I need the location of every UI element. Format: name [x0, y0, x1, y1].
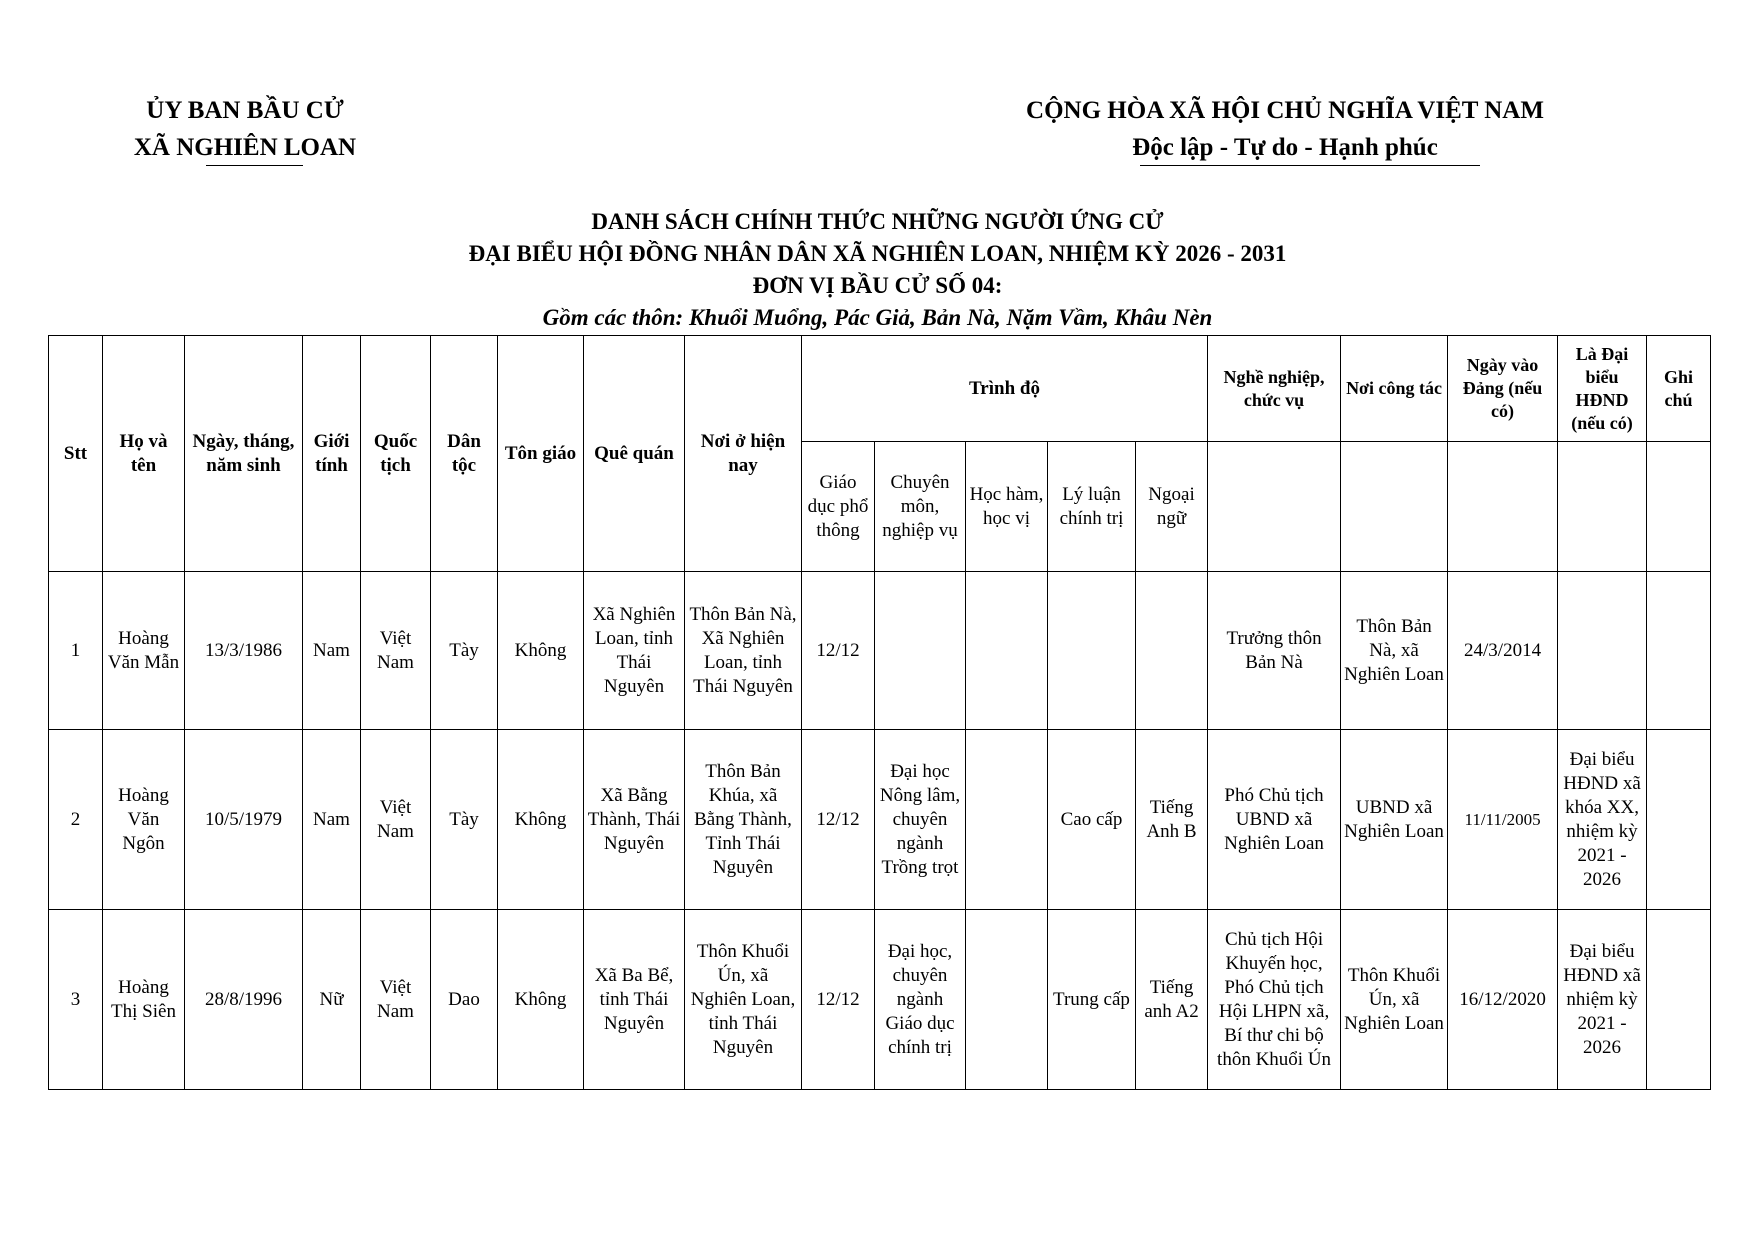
cell-specialty: Đại học Nông lâm, chuyên ngành Trồng trọt: [875, 730, 966, 910]
cell-religion: Không: [498, 910, 584, 1090]
authority-underline: [206, 165, 303, 166]
cell-hometown: Xã Bằng Thành, Thái Nguyên: [584, 730, 685, 910]
cell-ethnicity: Dao: [431, 910, 498, 1090]
cell-religion: Không: [498, 572, 584, 730]
cell-nationality: Việt Nam: [361, 572, 431, 730]
cell-delegate: Đại biểu HĐND xã nhiệm kỳ 2021 - 2026: [1558, 910, 1647, 1090]
header-row-1: [49, 336, 1711, 442]
cell-occupation: Phó Chủ tịch UBND xã Nghiên Loan: [1208, 730, 1341, 910]
col-specialty: Chuyên môn, nghiệp vụ: [875, 442, 966, 572]
cell-academic: [966, 730, 1048, 910]
table-row: [49, 730, 1711, 910]
cell-party-date: 11/11/2005: [1448, 730, 1558, 910]
cell-note: [1647, 730, 1711, 910]
cell-dob: 10/5/1979: [185, 730, 303, 910]
authority-line-1: ỦY BAN BẦU CỬ: [146, 97, 344, 124]
motto-underline: [1140, 165, 1480, 166]
col-foreign-language: Ngoại ngữ: [1136, 442, 1208, 572]
motto: Độc lập - Tự do - Hạnh phúc: [1132, 134, 1438, 161]
col-academic: Học hàm, học vị: [966, 442, 1048, 572]
col-education-group: Trình độ: [802, 336, 1208, 442]
cell-name: Hoàng Thị Siên: [103, 910, 185, 1090]
blank-cell: [1341, 442, 1448, 572]
cell-note: [1647, 572, 1711, 730]
authority-line-2: XÃ NGHIÊN LOAN: [133, 134, 357, 161]
cell-residence: Thôn Bản Khúa, xã Bằng Thành, Tỉnh Thái Nguyên: [685, 730, 802, 910]
col-dob: Ngày, tháng, năm sinh: [185, 336, 303, 572]
cell-general-education: 12/12: [802, 572, 875, 730]
cell-nationality: Việt Nam: [361, 730, 431, 910]
cell-stt: 1: [49, 572, 103, 730]
cell-specialty: Đại học, chuyên ngành Giáo dục chính trị: [875, 910, 966, 1090]
blank-cell: [1558, 442, 1647, 572]
col-occupation: Nghề nghiệp, chức vụ: [1208, 336, 1341, 442]
col-ethnicity: Dân tộc: [431, 336, 498, 572]
cell-academic: [966, 910, 1048, 1090]
cell-general-education: 12/12: [802, 910, 875, 1090]
cell-stt: 2: [49, 730, 103, 910]
title-line-2: ĐẠI BIỂU HỘI ĐỒNG NHÂN DÂN XÃ NGHIÊN LOAN, NHIỆM KỲ 2026 - 2031: [468, 241, 1287, 266]
cell-name: Hoàng Văn Mẫn: [103, 572, 185, 730]
cell-specialty: [875, 572, 966, 730]
cell-hometown: Xã Nghiên Loan, tỉnh Thái Nguyên: [584, 572, 685, 730]
cell-hometown: Xã Ba Bể, tỉnh Thái Nguyên: [584, 910, 685, 1090]
col-residence: Nơi ở hiện nay: [685, 336, 802, 572]
table-row: [49, 910, 1711, 1090]
col-political: Lý luận chính trị: [1048, 442, 1136, 572]
cell-occupation: Chủ tịch Hội Khuyến học, Phó Chủ tịch Hội LHPN xã, Bí thư chi bộ thôn Khuổi Ún: [1208, 910, 1341, 1090]
cell-general-education: 12/12: [802, 730, 875, 910]
cell-delegate: [1558, 572, 1647, 730]
cell-delegate: Đại biểu HĐND xã khóa XX, nhiệm kỳ 2021 - 2026: [1558, 730, 1647, 910]
candidate-table: [48, 335, 1711, 1090]
cell-residence: Thôn Khuổi Ún, xã Nghiên Loan, tỉnh Thái Nguyên: [685, 910, 802, 1090]
cell-dob: 28/8/1996: [185, 910, 303, 1090]
col-note: Ghi chú: [1647, 336, 1711, 442]
title-line-1: DANH SÁCH CHÍNH THỨC NHỮNG NGƯỜI ỨNG CỬ: [591, 209, 1164, 234]
cell-workplace: UBND xã Nghiên Loan: [1341, 730, 1448, 910]
cell-note: [1647, 910, 1711, 1090]
cell-name: Hoàng Văn Ngôn: [103, 730, 185, 910]
issuing-authority: [100, 92, 390, 166]
national-motto: [990, 92, 1580, 166]
cell-foreign-language: [1136, 572, 1208, 730]
col-nationality: Quốc tịch: [361, 336, 431, 572]
blank-cell: [1208, 442, 1341, 572]
cell-party-date: 16/12/2020: [1448, 910, 1558, 1090]
cell-political: Trung cấp: [1048, 910, 1136, 1090]
cell-gender: Nam: [303, 730, 361, 910]
cell-occupation: Trưởng thôn Bản Nà: [1208, 572, 1341, 730]
cell-foreign-language: Tiếng Anh B: [1136, 730, 1208, 910]
country-name: CỘNG HÒA XÃ HỘI CHỦ NGHĨA VIỆT NAM: [1026, 97, 1544, 124]
table-row: [49, 572, 1711, 730]
cell-workplace: Thôn Khuổi Ún, xã Nghiên Loan: [1341, 910, 1448, 1090]
col-delegate: Là Đại biểu HĐND (nếu có): [1558, 336, 1647, 442]
col-party-date: Ngày vào Đảng (nếu có): [1448, 336, 1558, 442]
cell-political: Cao cấp: [1048, 730, 1136, 910]
cell-nationality: Việt Nam: [361, 910, 431, 1090]
col-hometown: Quê quán: [584, 336, 685, 572]
cell-residence: Thôn Bản Nà, Xã Nghiên Loan, tỉnh Thái Nguyên: [685, 572, 802, 730]
cell-party-date: 24/3/2014: [1448, 572, 1558, 730]
cell-gender: Nam: [303, 572, 361, 730]
document-subtitle: Gồm các thôn: Khuổi Muổng, Pác Giả, Bản Nà, Nặm Vầm, Khâu Nèn: [542, 305, 1213, 330]
col-gender: Giới tính: [303, 336, 361, 572]
cell-gender: Nữ: [303, 910, 361, 1090]
cell-foreign-language: Tiếng anh A2: [1136, 910, 1208, 1090]
cell-ethnicity: Tày: [431, 730, 498, 910]
col-general-education: Giáo dục phổ thông: [802, 442, 875, 572]
cell-dob: 13/3/1986: [185, 572, 303, 730]
cell-ethnicity: Tày: [431, 572, 498, 730]
cell-religion: Không: [498, 730, 584, 910]
col-religion: Tôn giáo: [498, 336, 584, 572]
blank-cell: [1448, 442, 1558, 572]
blank-cell: [1647, 442, 1711, 572]
col-workplace: Nơi công tác: [1341, 336, 1448, 442]
cell-stt: 3: [49, 910, 103, 1090]
cell-academic: [966, 572, 1048, 730]
col-stt: Stt: [49, 336, 103, 572]
cell-workplace: Thôn Bản Nà, xã Nghiên Loan: [1341, 572, 1448, 730]
document-title: [0, 206, 1755, 302]
title-line-3: ĐƠN VỊ BẦU CỬ SỐ 04:: [752, 273, 1003, 298]
col-name: Họ và tên: [103, 336, 185, 572]
cell-political: [1048, 572, 1136, 730]
